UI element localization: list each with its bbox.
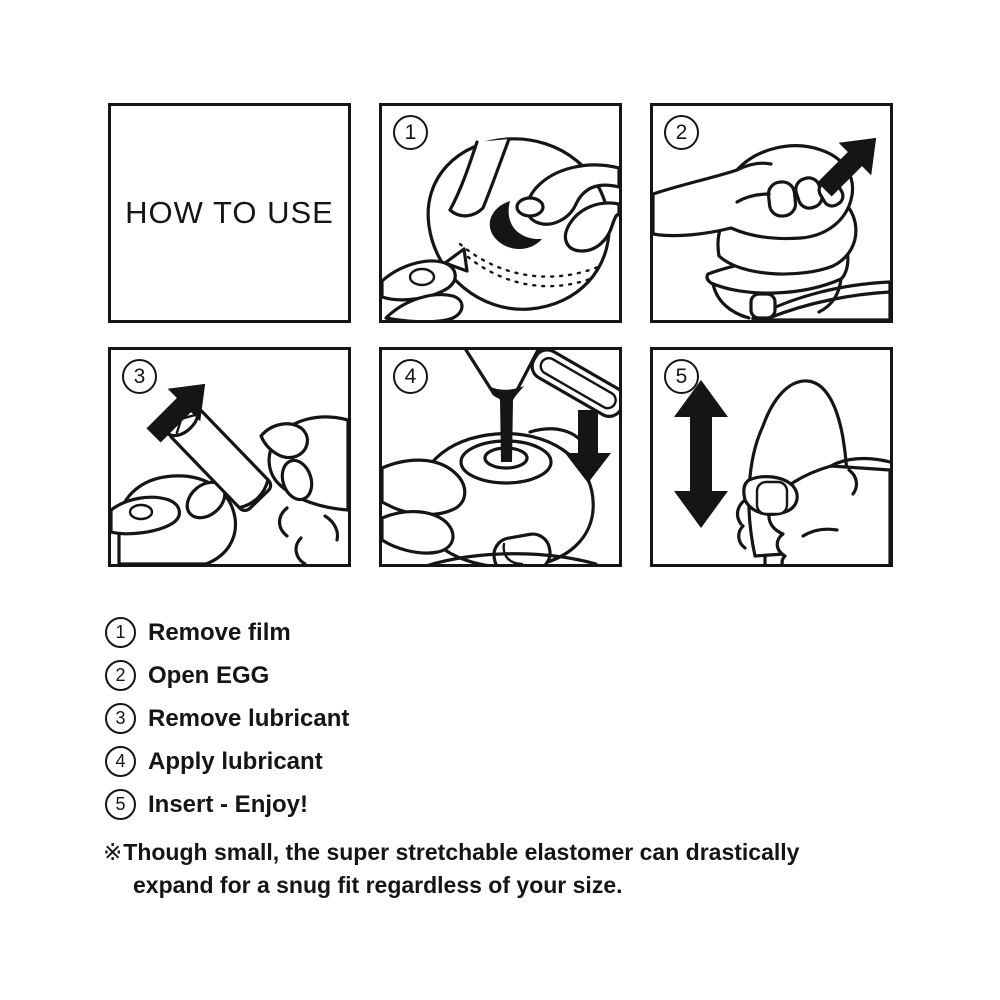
circled-number: 5 (105, 789, 136, 820)
step-label: Remove lubricant (148, 704, 350, 732)
panel-step-3-remove-lubricant (108, 347, 351, 567)
circled-number: 1 (105, 617, 136, 648)
footnote-line (103, 836, 799, 869)
panel-step-1-remove-film (379, 103, 622, 323)
panel-how-to-use (108, 103, 351, 323)
step-number-badge: 1 (393, 115, 428, 150)
footnote-line: expand for a snug fit regardless of your size. (133, 872, 623, 898)
reference-mark: ※ (103, 839, 123, 865)
step-label: Insert - Enjoy! (148, 790, 309, 818)
panel-step-5-insert-enjoy (650, 347, 893, 567)
step-label: Open EGG (148, 661, 270, 689)
footnote-text: Though small, the super stretchable elastomer can drastically (123, 839, 800, 865)
circled-number: 2 (105, 660, 136, 691)
step-number-badge: 2 (664, 115, 699, 150)
page-title: HOW TO USE (125, 195, 334, 230)
list-item (105, 747, 349, 776)
circled-number: 4 (105, 746, 136, 777)
list-item (105, 790, 349, 819)
list-item (105, 661, 349, 690)
panel-step-2-open-egg (650, 103, 893, 323)
steps-list (105, 618, 349, 833)
circled-number: 3 (105, 703, 136, 734)
footnote (103, 836, 799, 902)
step-number-badge: 3 (122, 359, 157, 394)
arrow-up-down-icon (674, 380, 728, 528)
list-item (105, 704, 349, 733)
step-number-badge: 5 (664, 359, 699, 394)
list-item (105, 618, 349, 647)
step-label: Apply lubricant (148, 747, 323, 775)
step-label: Remove film (148, 618, 291, 646)
panel-step-4-apply-lubricant (379, 347, 622, 567)
step-number-badge: 4 (393, 359, 428, 394)
